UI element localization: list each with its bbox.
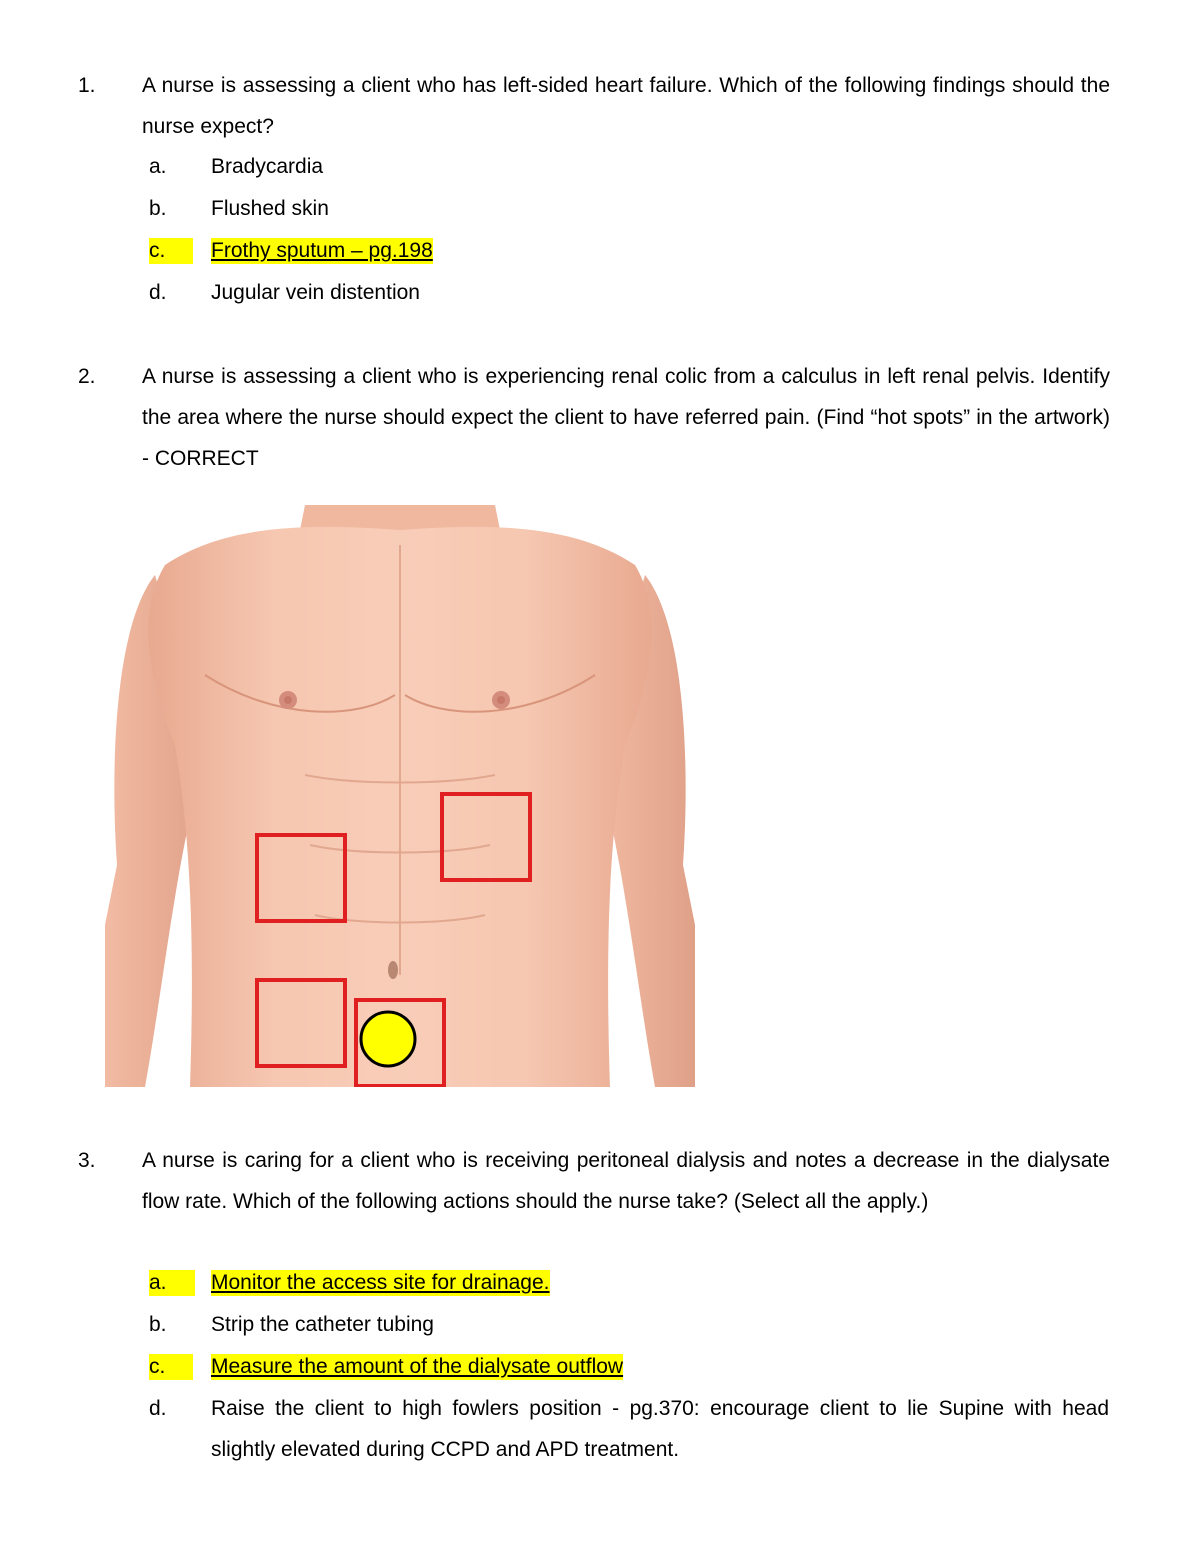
question-2-number: 2.	[78, 365, 96, 388]
question-1-number: 1.	[78, 74, 96, 97]
option-text: Bradycardia	[211, 155, 324, 178]
option-text: Jugular vein distention	[211, 281, 420, 304]
option-text: Strip the catheter tubing	[211, 1313, 434, 1336]
question-2-text: A nurse is assessing a client who is experiencing renal colic from a calculus in left renal pelvis. Identify the area where the nurse should expect the client to have referred pain. (Find “hot spots” in the artwork) - CORRECT	[142, 365, 1110, 470]
option-letter: b.	[149, 197, 167, 220]
option-text: Frothy sputum – pg.198	[211, 239, 433, 262]
question-3-text: A nurse is caring for a client who is receiving peritoneal dialysis and notes a decrease in the dialysate flow rate. Which of the following actions should the nurse take? (Select all the apply.)	[142, 1149, 1110, 1213]
option-text: Measure the amount of the dialysate outflow	[211, 1355, 624, 1378]
q3-option-b[interactable]	[0, 1312, 1200, 1354]
q1-option-d[interactable]	[0, 280, 1200, 322]
option-text: Raise the client to high fowlers position - pg.370: encourage client to lie Supine with head slightly elevated during CCPD and APD treatment.	[211, 1397, 1109, 1461]
option-letter: c.	[149, 1354, 193, 1380]
option-letter: a.	[149, 1270, 195, 1296]
option-letter: d.	[149, 1397, 167, 1420]
question-1-text: A nurse is assessing a client who has left-sided heart failure. Which of the following findings should the nurse expect?	[142, 74, 1110, 138]
torso-illustration	[105, 505, 695, 1087]
nipple	[497, 696, 505, 704]
q3-option-a-correct[interactable]	[0, 1270, 1200, 1312]
option-text: Monitor the access site for drainage.	[211, 1271, 550, 1294]
nipple	[284, 696, 292, 704]
q1-option-b[interactable]	[0, 196, 1200, 238]
option-letter: c.	[149, 238, 193, 264]
option-letter: a.	[149, 155, 167, 178]
option-text: Flushed skin	[211, 197, 329, 220]
question-3-number: 3.	[78, 1149, 96, 1172]
q1-option-c-correct[interactable]	[0, 238, 1200, 280]
selected-hot-spot-marker	[361, 1012, 415, 1066]
torso-hotspot-figure	[105, 505, 695, 1087]
q1-option-a[interactable]	[0, 154, 1200, 196]
option-letter: b.	[149, 1313, 167, 1336]
q3-option-d[interactable]	[0, 1388, 1200, 1472]
option-letter: d.	[149, 281, 167, 304]
navel	[388, 961, 398, 979]
